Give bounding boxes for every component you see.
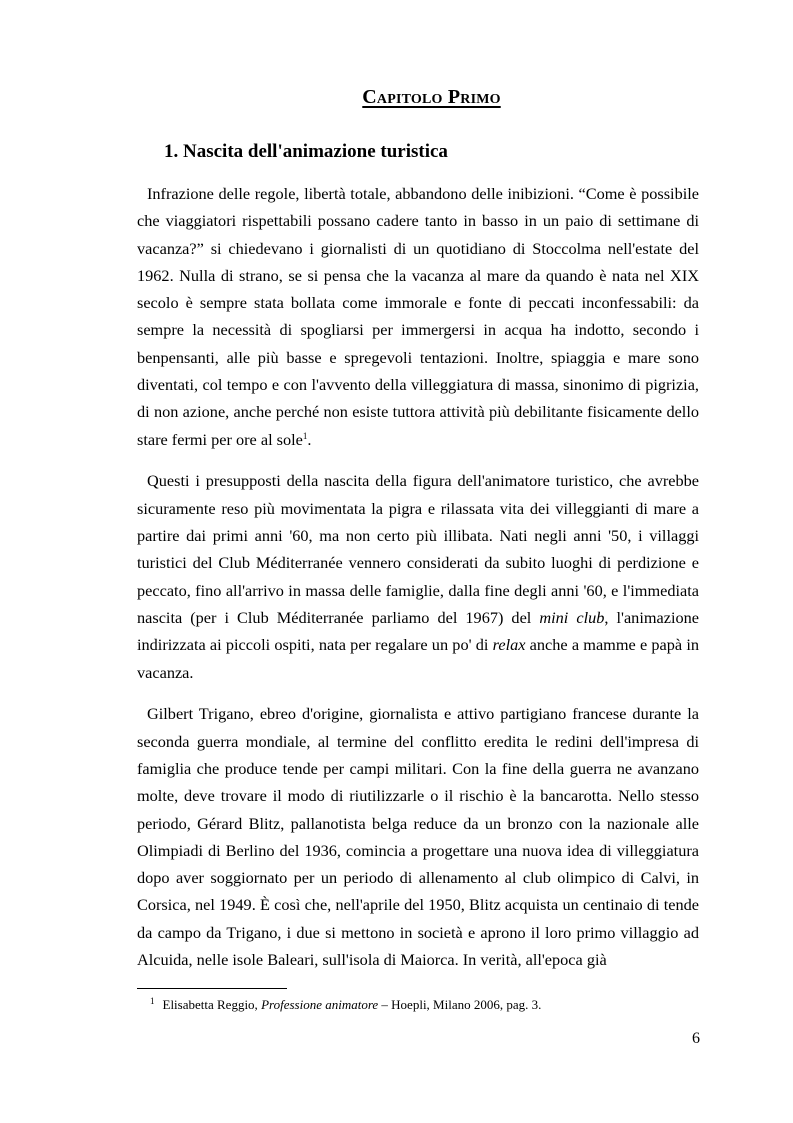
body-text [137, 180, 699, 988]
paragraph-2 [137, 467, 699, 685]
footnote [150, 996, 541, 1013]
footnote-number: 1 [150, 996, 155, 1006]
footnote-author: Elisabetta Reggio, [162, 997, 262, 1012]
paragraph-2-part-2: , l'animazione indirizzata ai piccoli ospiti, nata per regalare un po' di [137, 607, 699, 655]
section-heading: 1. Nascita dell'animazione turistica [164, 141, 448, 162]
paragraph-3 [137, 700, 699, 973]
footnote-publisher: – Hoepli, Milano 2006, pag. 3. [378, 997, 542, 1012]
paragraph-1-text: Infrazione delle regole, libertà totale, abbandono delle inibizioni. “Come è possibile che viaggiatori rispettabili possano cadere tanto in basso in un paio di settimane di vacanza?” si chiedevano i giornalisti di un quotidiano di Stoccolma nell'estate del 1962. Nulla di strano, se si pensa che la vacanza al mare da quando è nata nel XIX secolo è sempre stata bollata come immorale e fonte di peccati inconfessabili: da sempre la necessità di spogliarsi per immergersi in acqua ha indotto, secondo i benpensanti, alle più basse e spregevoli tentazioni. Inoltre, spiaggia e mare sono diventati, col tempo e con l'avvento della villeggiatura di massa, sinonimo di pigrizia, di non azione, anche perché non esiste tuttora attività più debilitante fisicamente dello stare fermi per ore al sole [137, 184, 699, 449]
mini-club-emphasis: mini club [539, 607, 605, 627]
relax-emphasis: relax [492, 635, 526, 655]
footnote-book-title: Professione animatore [261, 997, 379, 1012]
chapter-title: Capitolo Primo [362, 86, 501, 108]
paragraph-3-text: Gilbert Trigano, ebreo d'origine, giornalista e attivo partigiano francese durante la seconda guerra mondiale, al termine del conflitto eredita le redini dell'impresa di famiglia che produce tende per campi militari. Con la fine della guerra ne avanzano molte, deve trovare il modo di riutilizzarle o il rischio è la bancarotta. Nello stesso periodo, Gérard Blitz, pallanotista belga reduce da un bronzo con la nazionale alle Olimpiadi di Berlino del 1936, comincia a progettare una nuova idea di villeggiatura dopo aver soggiornato per un periodo di allenamento al club olimpico di Calvi, in Corsica, nel 1949. È così che, nell'aprile del 1950, Blitz acquista un centinaio di tende da campo da Trigano, i due si mettono in società e aprono il loro primo villaggio ad Alcuida, nelle isole Baleari, sull'isola di Maiorca. In verità, all'epoca già [137, 704, 699, 970]
footnote-reference: 1 [302, 430, 308, 441]
paragraph-1 [137, 180, 699, 453]
footnote-divider [137, 988, 287, 989]
paragraph-1-end: . [307, 429, 312, 449]
paragraph-2-part-3: anche a mamme e papà in vacanza. [137, 635, 699, 682]
paragraph-2-part-1: Questi i presupposti della nascita della figura dell'animatore turistico, che avrebbe sicuramente reso più movimentata la pigra e rilassata vita dei villeggianti di mare a partire dai primi anni '60, ma non certo più illibata. Nati negli anni '50, i villaggi turistici del Club Méditerranée vennero considerati da subito luoghi di perdizione e peccato, fino all'arrivo in massa delle famiglie, dalla fine degli anni '60, e l'immediata nascita (per i Club Méditerranée parliamo del 1967) del [137, 471, 699, 627]
page-number: 6 [692, 1030, 700, 1047]
